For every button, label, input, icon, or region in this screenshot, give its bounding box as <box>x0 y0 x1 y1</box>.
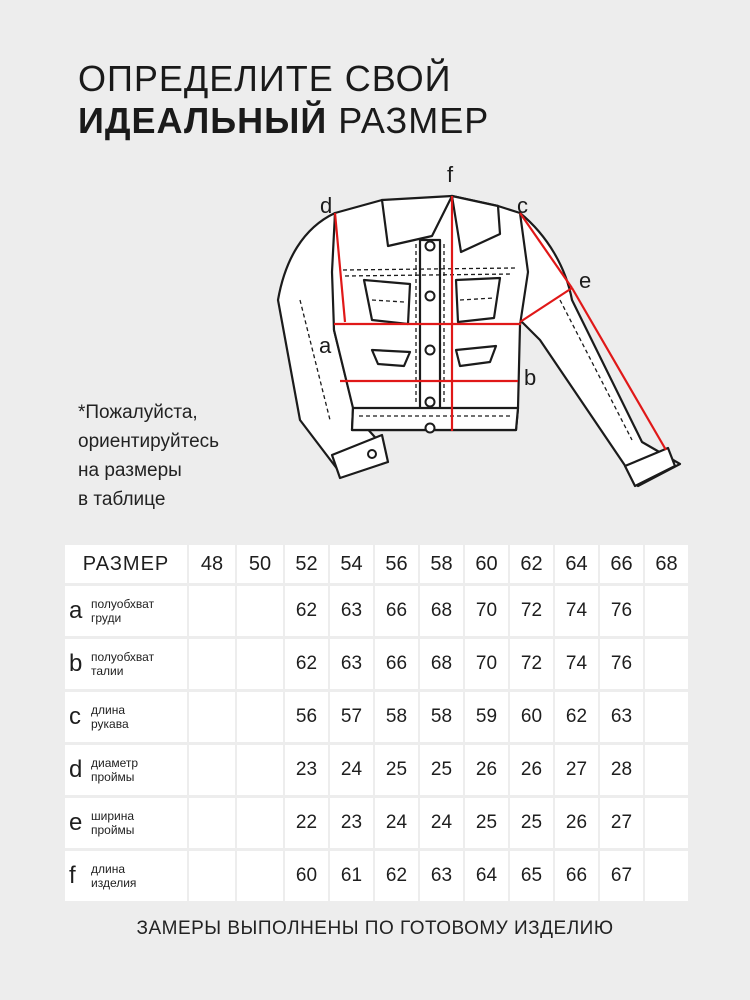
row-description-line: проймы <box>91 823 135 837</box>
table-cell <box>237 798 283 848</box>
diagram-label-b: b <box>524 365 537 390</box>
table-cell: 68 <box>420 639 463 689</box>
table-cell: 28 <box>600 745 643 795</box>
row-letter: f <box>69 862 76 889</box>
table-cell: 58 <box>420 692 463 742</box>
table-cell: 63 <box>330 586 373 636</box>
table-cell: 25 <box>465 798 508 848</box>
page-title-rest: РАЗМЕР <box>338 100 490 141</box>
table-cell <box>237 639 283 689</box>
size-header-cell: 64 <box>555 545 598 583</box>
table-cell: 22 <box>285 798 328 848</box>
diagram-label-c: c <box>517 193 528 218</box>
table-cell <box>237 586 283 636</box>
table-cell: 63 <box>420 851 463 901</box>
table-cell <box>189 639 235 689</box>
row-description <box>91 756 138 784</box>
table-cell: 62 <box>375 851 418 901</box>
table-cell <box>237 851 283 901</box>
row-label <box>65 798 187 848</box>
size-header-cell: 54 <box>330 545 373 583</box>
table-cell: 76 <box>600 586 643 636</box>
note-line: на размеры <box>78 460 182 481</box>
table-cell: 24 <box>375 798 418 848</box>
size-header-cell: 56 <box>375 545 418 583</box>
table-cell: 65 <box>510 851 553 901</box>
note-line: *Пожалуйста, <box>78 402 198 423</box>
row-label <box>65 639 187 689</box>
table-cell: 60 <box>285 851 328 901</box>
table-cell: 70 <box>465 586 508 636</box>
table-cell: 70 <box>465 639 508 689</box>
table-cell: 74 <box>555 639 598 689</box>
table-cell: 63 <box>600 692 643 742</box>
table-cell: 76 <box>600 639 643 689</box>
row-description-line: полуобхват <box>91 597 155 611</box>
row-letter: e <box>69 809 83 836</box>
table-cell <box>189 745 235 795</box>
table-cell: 23 <box>330 798 373 848</box>
table-cell: 26 <box>510 745 553 795</box>
row-letter: b <box>69 650 83 677</box>
table-cell: 25 <box>375 745 418 795</box>
table-cell <box>189 851 235 901</box>
row-description-line: ширина <box>91 809 135 823</box>
table-cell: 66 <box>555 851 598 901</box>
table-cell <box>189 586 235 636</box>
table-cell: 72 <box>510 639 553 689</box>
row-description-line: длина <box>91 862 126 876</box>
table-cell: 24 <box>420 798 463 848</box>
size-header-cell: 66 <box>600 545 643 583</box>
table-cell: 62 <box>555 692 598 742</box>
table-cell: 66 <box>375 586 418 636</box>
size-header-cell: 60 <box>465 545 508 583</box>
row-description-line: проймы <box>91 770 135 784</box>
page-title-line2 <box>78 100 489 142</box>
row-letter: c <box>69 703 81 730</box>
table-cell: 62 <box>285 639 328 689</box>
size-table <box>65 545 688 901</box>
table-cell: 56 <box>285 692 328 742</box>
row-description <box>91 650 154 678</box>
table-cell <box>645 692 688 742</box>
table-cell: 66 <box>375 639 418 689</box>
row-label <box>65 586 187 636</box>
row-description-line: полуобхват <box>91 650 155 664</box>
table-header-label: РАЗМЕР <box>65 545 187 583</box>
table-cell <box>237 692 283 742</box>
table-cell: 27 <box>600 798 643 848</box>
table-cell: 23 <box>285 745 328 795</box>
table-cell: 67 <box>600 851 643 901</box>
table-cell: 72 <box>510 586 553 636</box>
note-line: в таблице <box>78 489 166 510</box>
row-description-line: изделия <box>91 876 137 890</box>
table-cell: 25 <box>420 745 463 795</box>
row-description <box>91 862 136 890</box>
table-cell: 62 <box>285 586 328 636</box>
note-line: ориентируйтесь <box>78 431 220 452</box>
table-cell: 25 <box>510 798 553 848</box>
table-cell: 26 <box>555 798 598 848</box>
size-header-cell: 52 <box>285 545 328 583</box>
size-header-cell: 58 <box>420 545 463 583</box>
diagram-label-e: e <box>579 268 592 293</box>
row-letter: d <box>69 756 83 783</box>
table-cell: 60 <box>510 692 553 742</box>
row-description <box>91 703 129 731</box>
row-description-line: диаметр <box>91 756 139 770</box>
diagram-label-f: f <box>447 162 454 187</box>
table-cell: 58 <box>375 692 418 742</box>
table-cell: 63 <box>330 639 373 689</box>
row-label <box>65 745 187 795</box>
row-description-line: рукава <box>91 717 129 731</box>
diagram-label-d: d <box>320 193 333 218</box>
table-cell: 74 <box>555 586 598 636</box>
page-title-bold: ИДЕАЛЬНЫЙ <box>78 100 328 141</box>
row-description <box>91 809 134 837</box>
table-cell <box>645 639 688 689</box>
table-cell: 64 <box>465 851 508 901</box>
size-note <box>78 398 219 514</box>
row-label <box>65 692 187 742</box>
table-cell <box>189 692 235 742</box>
size-header-cell: 62 <box>510 545 553 583</box>
table-cell <box>645 586 688 636</box>
table-cell <box>645 851 688 901</box>
footer-note: ЗАМЕРЫ ВЫПОЛНЕНЫ ПО ГОТОВОМУ ИЗДЕЛИЮ <box>136 918 614 939</box>
table-cell: 24 <box>330 745 373 795</box>
table-cell: 27 <box>555 745 598 795</box>
table-cell: 68 <box>420 586 463 636</box>
page-title-line1: ОПРЕДЕЛИТЕ СВОЙ <box>78 58 452 99</box>
table-cell: 61 <box>330 851 373 901</box>
row-label <box>65 851 187 901</box>
row-description-line: груди <box>91 611 122 625</box>
size-header-cell: 50 <box>237 545 283 583</box>
size-header-cell: 68 <box>645 545 688 583</box>
table-cell: 26 <box>465 745 508 795</box>
table-cell: 57 <box>330 692 373 742</box>
row-description <box>91 597 154 625</box>
row-description-line: талии <box>91 664 124 678</box>
diagram-label-a: a <box>319 333 332 358</box>
row-description-line: длина <box>91 703 126 717</box>
table-cell: 59 <box>465 692 508 742</box>
table-cell <box>645 798 688 848</box>
table-cell <box>189 798 235 848</box>
row-letter: a <box>69 597 83 624</box>
table-cell <box>237 745 283 795</box>
size-header-cell: 48 <box>189 545 235 583</box>
table-cell <box>645 745 688 795</box>
